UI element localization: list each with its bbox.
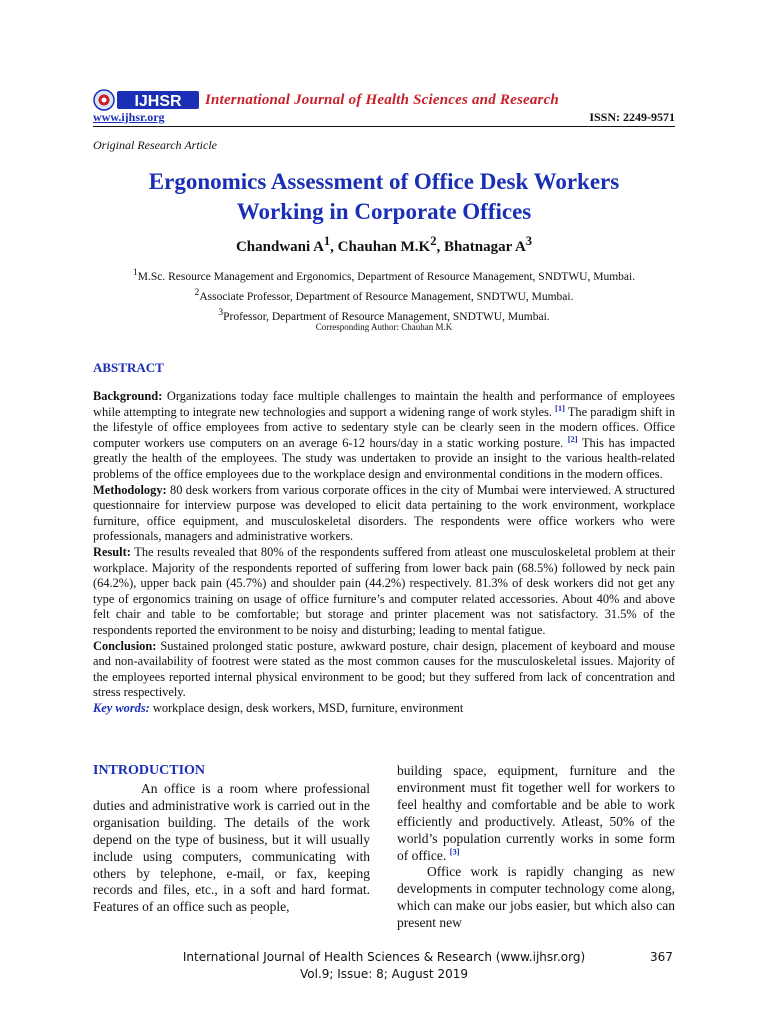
logo-text: IJHSR <box>134 93 182 110</box>
author-separator: , <box>330 239 338 255</box>
author-sup: 3 <box>525 234 533 248</box>
author-sup: 1 <box>323 234 331 248</box>
intro-paragraph: An office is a room where professional duties and administrative work is carried out in the organisation building. The details of the work depend on the type of business, but it will usually include using computers, communicating with others by telephone, e-mail, or fax, keeping records and files, etc., in a soft and hard format. Features of an office such as people, <box>93 781 370 915</box>
abstract-heading: ABSTRACT <box>93 360 164 375</box>
abstract-conclusion <box>93 639 675 701</box>
citation-link[interactable]: [2] <box>567 433 578 444</box>
abstract-keywords <box>93 701 675 717</box>
footer-journal: International Journal of Health Sciences & Research (www.ijhsr.org) <box>182 950 586 964</box>
journal-name: International Journal of Health Sciences and Research <box>205 92 559 108</box>
corresponding-author: Corresponding Author: Chauhan M.K <box>315 322 453 332</box>
author-list <box>93 234 675 256</box>
methodology-text: 80 desk workers from various corporate offices in the city of Mumbai were interviewed. A structured questionnaire for interview purpose was developed to elicit data pertaining to the work environment, workplace furniture, office equipment, and musculoskeletal disorders. The respondents were office workers who were professionals, managers and administrative workers. <box>93 482 675 544</box>
result-text: The results revealed that 80% of the respondents suffered from atleast one musculoskeletal problem at their workplace. Majority of the respondents reported of suffering from lower back pain (68.5%) followed by neck pain (64.2%), upper back pain (45.7%) and shoulder pain (44.2%) respectively. 81.3% of desk workers did not get any type of ergonomics training on usage of office furniture’s and computer related accessories. About 40% and above felt chair and table to be comfortable; but storage and printer placement was not satisfactory. 31.5% of the respondents reported the environment to be noisy and disturbing; leading to mental fatigue. <box>93 544 675 637</box>
title-line-1: Ergonomics Assessment of Office Desk Workers <box>148 169 620 194</box>
author-name: Chauhan M.K <box>337 239 431 255</box>
affiliation-list <box>93 265 675 324</box>
article-type: Original Research Article <box>93 138 217 152</box>
affiliation <box>93 285 675 305</box>
background-label: Background: <box>93 389 163 403</box>
header-divider <box>93 126 675 127</box>
page-number: 367 <box>650 950 673 964</box>
citation-link[interactable]: [1] <box>555 402 565 413</box>
title-line-2: Working in Corporate Offices <box>236 199 532 224</box>
background-text: Organizations today face multiple challenges to maintain the health and performance of employees while attempting to integrate new technologies and support a widening range of work styles. <box>93 389 675 419</box>
body-column-left <box>93 763 370 916</box>
intro-paragraph: Office work is rapidly changing as new developments in computer technology come along, which can make our jobs easier, but which also can present new <box>397 864 675 931</box>
methodology-label: Methodology: <box>93 482 167 497</box>
affiliation-sup: 2 <box>194 286 200 298</box>
affiliation-text: Associate Professor, Department of Resource Management, SNDTWU, Mumbai. <box>199 290 574 303</box>
citation-link[interactable]: [3] <box>449 846 460 857</box>
background-text: This has impacted greatly the health of the employees. The study was undertaken to provide an insight to the various health-related problems of the office employees due to the workplace design and environmental conditions in the modern offices. <box>93 435 675 481</box>
author-name: Bhatnagar A <box>443 239 526 255</box>
body-column-right <box>397 763 675 932</box>
journal-logo <box>93 88 201 112</box>
affiliation <box>93 265 675 285</box>
keywords-text: workplace design, desk workers, MSD, furniture, environment <box>149 700 464 715</box>
author-sup: 2 <box>430 234 437 248</box>
result-label: Result: <box>93 544 131 559</box>
abstract-body <box>93 389 675 716</box>
abstract-background <box>93 389 675 483</box>
author-separator: , <box>436 239 444 255</box>
issn-label: ISSN: 2249-9571 <box>589 110 675 124</box>
keywords-label: Key words: <box>93 700 150 715</box>
abstract-methodology <box>93 483 675 545</box>
conclusion-label: Conclusion: <box>93 638 157 653</box>
article-title <box>93 167 675 227</box>
conclusion-text: Sustained prolonged static posture, awkward posture, chair design, placement of keyboard and mouse and non-availability of footrest were stated as the most common causes for the musculoskeletal issues. Majority of the employees reported internal physical environment to be good; but they suffered from lack of concentration and stress respectively. <box>93 638 675 700</box>
introduction-heading: INTRODUCTION <box>93 763 206 778</box>
author-name: Chandwani A <box>235 239 324 255</box>
abstract-result <box>93 545 675 639</box>
footer-volume: Vol.9; Issue: 8; August 2019 <box>300 967 468 981</box>
affiliation-sup: 3 <box>218 306 224 318</box>
affiliation-sup: 1 <box>132 267 138 278</box>
affiliation-text: Professor, Department of Resource Management, SNDTWU, Mumbai. <box>223 310 550 323</box>
intro-text: building space, equipment, furniture and the environment must fit together well for workers to feel healthy and comfortable and be able to work efficiently and productively. Atleast, 50% of the world’s population currently works in some form of office. <box>397 763 675 863</box>
background-text: The paradigm shift in the lifestyle of office employees from active to sedentary style can be clearly seen in the modern offices. Office computer workers use computers on an average 6-12 hours/day in a static working posture. <box>93 404 676 450</box>
journal-url-link[interactable]: www.ijhsr.org <box>93 110 165 124</box>
intro-paragraph-continued <box>397 763 675 864</box>
affiliation-text: M.Sc. Resource Management and Ergonomics, Department of Resource Management, SNDTWU, Mumbai. <box>137 270 636 283</box>
